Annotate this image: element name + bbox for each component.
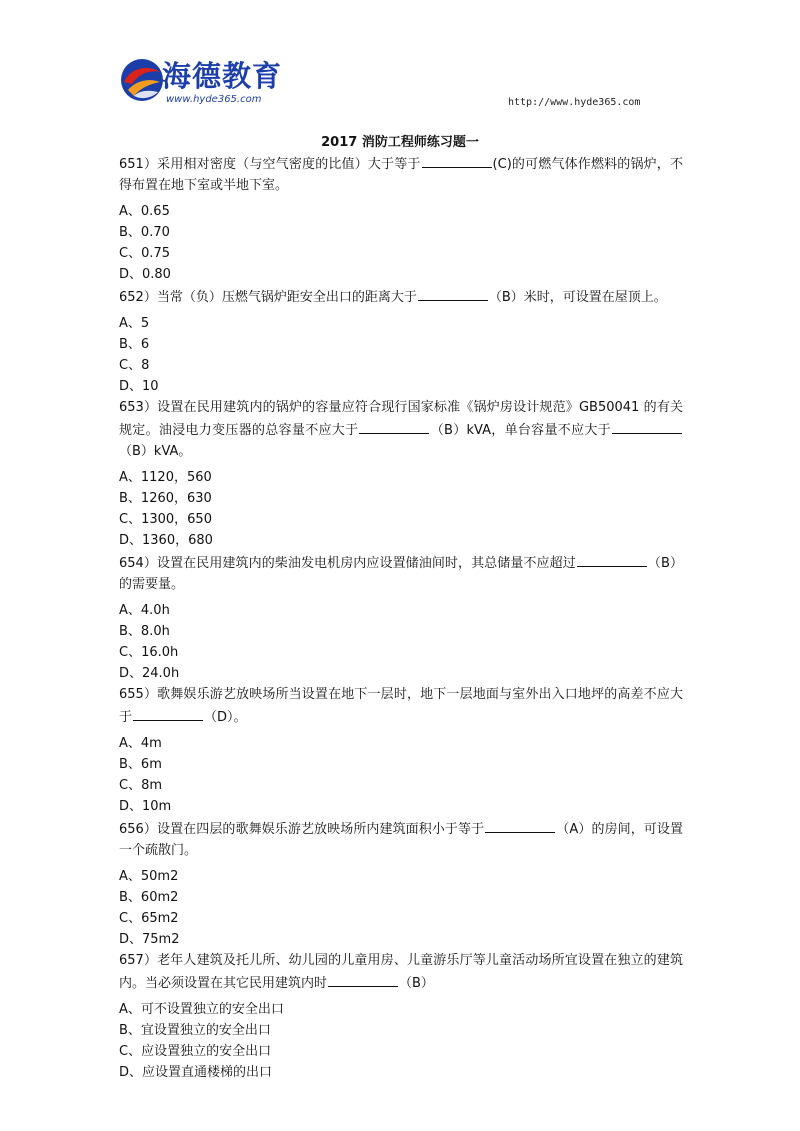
question-block (119, 950, 683, 1083)
question-text: 654）设置在民用建筑内的柴油发电机房内应设置储油间时，其总储量不应超过 （B）的需要量。 (119, 551, 683, 595)
answer-blank (612, 418, 682, 434)
option-c: C、65m2 (119, 911, 179, 926)
option-a: A、4.0h (119, 603, 170, 618)
question-text: 651）采用相对密度（与空气密度的比值）大于等于 (C)的可燃气体作燃料的锅炉，不得布置在地下室或半地下室。 (119, 152, 683, 196)
option-d: D、0.80 (119, 267, 171, 282)
document-title: 2017 消防工程师练习题一 (321, 135, 479, 150)
question-block (119, 152, 683, 285)
option-d: D、75m2 (119, 932, 180, 947)
option-a: A、0.65 (119, 204, 170, 219)
option-a: A、4m (119, 736, 162, 751)
option-a: A、50m2 (119, 869, 179, 884)
question-block (119, 817, 683, 950)
question-text: 657）老年人建筑及托儿所、幼儿园的儿童用房、儿童游乐厅等儿童活动场所宜设置在独立的建筑内。当必须设置在其它民用建筑内时 （B） (119, 953, 683, 991)
option-c: C、8 (119, 358, 150, 373)
option-b: B、0.70 (119, 225, 170, 240)
question-block (119, 397, 683, 551)
option-d: D、应设置直通楼梯的出口 (119, 1065, 273, 1080)
option-b: B、8.0h (119, 624, 170, 639)
answer-blank (328, 971, 398, 987)
option-a: A、5 (119, 316, 150, 331)
answer-blank (577, 551, 647, 567)
option-b: B、6 (119, 337, 150, 352)
site-url-link[interactable]: http://www.hyde365.com (508, 97, 641, 108)
answer-blank (422, 152, 492, 168)
option-c: C、应设置独立的安全出口 (119, 1044, 272, 1059)
logo-emblem-icon (118, 56, 166, 104)
option-c: C、1300，650 (119, 512, 212, 527)
option-b: B、宜设置独立的安全出口 (119, 1023, 271, 1038)
option-b: B、60m2 (119, 890, 179, 905)
question-block (119, 684, 683, 817)
answer-blank (359, 418, 429, 434)
option-d: D、10 (119, 379, 159, 394)
option-c: C、16.0h (119, 645, 179, 660)
question-text: 653）设置在民用建筑内的锅炉的容量应符合现行国家标准《锅炉房设计规范》GB50041 的有关规定。油浸电力变压器的总容量不应大于 （B）kVA，单台容量不应大于（B）kVA。 (119, 400, 683, 459)
question-text: 656）设置在四层的歌舞娱乐游艺放映场所内建筑面积小于等于 （A）的房间，可设置一个疏散门。 (119, 817, 683, 861)
question-text: 655）歌舞娱乐游艺放映场所当设置在地下一层时，地下一层地面与室外出入口地坪的高差不应大于 （D）。 (119, 687, 683, 725)
option-c: C、0.75 (119, 246, 171, 261)
brand-logo (118, 52, 283, 112)
question-text: 652）当常（负）压燃气锅炉距安全出口的距离大于 （B）米时，可设置在屋顶上。 (119, 285, 683, 308)
option-c: C、8m (119, 778, 163, 793)
question-list (119, 152, 683, 1083)
page-header (0, 0, 800, 128)
answer-blank (418, 285, 488, 301)
question-block (119, 285, 683, 397)
option-d: D、24.0h (119, 666, 180, 681)
answer-blank (133, 705, 203, 721)
answer-blank (485, 817, 555, 833)
question-block (119, 551, 683, 684)
option-b: B、1260，630 (119, 491, 212, 506)
option-a: A、1120，560 (119, 470, 212, 485)
logo-text: 海德教育 (162, 59, 283, 93)
option-b: B、6m (119, 757, 162, 772)
option-d: D、10m (119, 799, 172, 814)
option-d: D、1360，680 (119, 533, 213, 548)
logo-url-text: www.hyde365.com (166, 94, 262, 105)
option-a: A、可不设置独立的安全出口 (119, 1002, 284, 1017)
